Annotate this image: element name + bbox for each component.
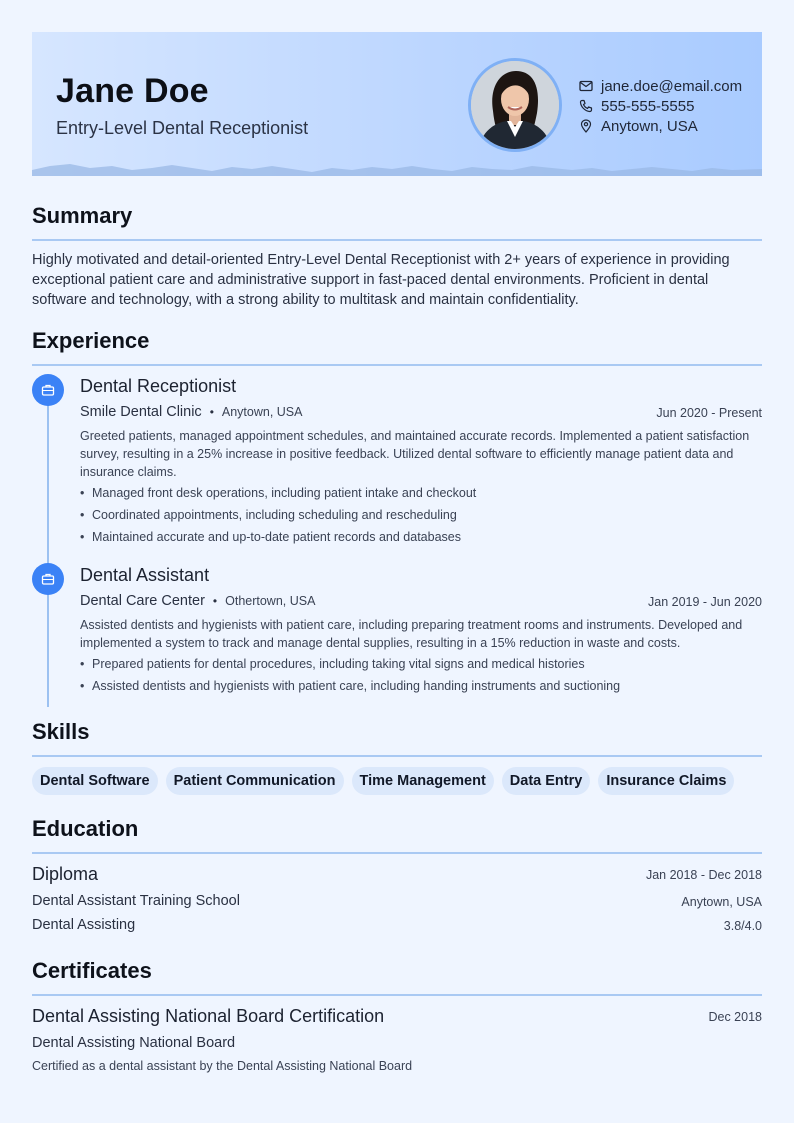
education-school: Dental Assistant Training School xyxy=(32,893,240,909)
education-section xyxy=(32,814,762,938)
job-icon-badge xyxy=(32,563,64,595)
briefcase-icon xyxy=(41,383,55,397)
education-degree: Diploma xyxy=(32,864,99,884)
education-field-row xyxy=(32,914,762,938)
experience-heading: Experience xyxy=(32,328,150,353)
separator-dot: • xyxy=(209,405,214,419)
contact-location-row xyxy=(579,116,742,136)
skill-chip: Time Management xyxy=(352,767,494,795)
profile-photo-illustration xyxy=(471,61,559,149)
job-bullet-list xyxy=(80,482,762,548)
skill-chip: Patient Communication xyxy=(166,767,344,795)
job-dates: Jun 2020 - Present xyxy=(656,406,762,420)
job-bullet: • Managed front desk operations, including patient intake and checkout xyxy=(80,482,762,504)
summary-divider xyxy=(32,239,762,241)
separator-dot: • xyxy=(212,594,218,608)
certificates-heading: Certificates xyxy=(32,958,152,983)
education-dates: Jan 2018 - Dec 2018 xyxy=(645,868,762,882)
education-school-row xyxy=(32,890,762,914)
job-bullet: • Assisted dentists and hygienists with patient care, including handing instruments and suctioning xyxy=(80,675,762,697)
certificate-description-row xyxy=(32,1056,762,1078)
map-pin-icon xyxy=(579,119,593,133)
skills-divider xyxy=(32,755,762,757)
job-title: Dental Assistant xyxy=(80,565,210,585)
job-bullet-list xyxy=(80,653,762,697)
contact-phone: 555-555-5555 xyxy=(601,97,695,115)
certificate-description: Certified as a dental assistant by the Dental Assisting National Board xyxy=(32,1059,413,1073)
education-location: Anytown, USA xyxy=(681,895,762,909)
contact-location: Anytown, USA xyxy=(601,117,698,135)
briefcase-icon xyxy=(41,572,55,586)
timeline-line xyxy=(47,402,49,707)
summary-section xyxy=(32,201,762,310)
job-description: Greeted patients, managed appointment schedules, and maintained accurate records. Implemented a patient satisfaction survey, resulting in a 25% increase in positive feedback. Utilized dental software to efficiently manage patient data and insurance claims. xyxy=(80,429,750,479)
contact-info xyxy=(579,76,742,136)
phone-icon xyxy=(579,99,593,113)
experience-section xyxy=(32,326,762,701)
job-company: Smile Dental Clinic xyxy=(80,404,202,420)
skills-heading: Skills xyxy=(32,719,90,744)
job-title: Dental Receptionist xyxy=(80,376,237,396)
certificates-divider xyxy=(32,994,762,996)
education-gpa: 3.8/4.0 xyxy=(723,919,762,933)
certificate-issuer-row xyxy=(32,1032,762,1056)
mail-icon xyxy=(579,79,593,93)
certificate-name: Dental Assisting National Board Certification xyxy=(32,1006,385,1026)
certificates-section xyxy=(32,956,762,1078)
education-divider xyxy=(32,852,762,854)
job-icon-badge xyxy=(32,374,64,406)
candidate-role: Entry-Level Dental Receptionist xyxy=(56,118,309,138)
contact-email-row[interactable] xyxy=(579,76,742,96)
job-company-line xyxy=(80,404,302,420)
job-location: Othertown, USA xyxy=(225,594,316,608)
skill-chip: Data Entry xyxy=(502,767,591,795)
job-location: Anytown, USA xyxy=(221,405,303,419)
header-wave-decoration xyxy=(32,160,762,176)
education-heading: Education xyxy=(32,816,139,841)
certificate-issuer: Dental Assisting National Board xyxy=(32,1035,236,1051)
candidate-name: Jane Doe xyxy=(56,72,209,110)
summary-text: Highly motivated and detail-oriented Entry-Level Dental Receptionist with 2+ years of experience in providing exceptional patient care and administrative support in fast-paced dental environments. Proficient in dental software and technology, with a strong ability to multitask and maintain confidentiality. xyxy=(32,252,730,308)
contact-phone-row[interactable] xyxy=(579,96,742,116)
experience-divider xyxy=(32,364,762,366)
job-company-line xyxy=(80,593,315,609)
job-bullet: • Maintained accurate and up-to-date patient records and databases xyxy=(80,526,762,548)
education-field: Dental Assisting xyxy=(32,917,136,933)
skills-section xyxy=(32,717,762,795)
experience-timeline xyxy=(32,374,762,704)
job-company: Dental Care Center xyxy=(80,593,205,609)
job-bullet: • Coordinated appointments, including scheduling and rescheduling xyxy=(80,504,762,526)
summary-heading: Summary xyxy=(32,203,133,228)
profile-photo xyxy=(468,58,562,152)
contact-email: jane.doe@email.com xyxy=(601,77,743,95)
education-degree-row xyxy=(32,864,762,890)
skill-chip: Insurance Claims xyxy=(598,767,734,795)
job-description: Assisted dentists and hygienists with patient care, including preparing treatment rooms and instruments. Developed and implemented a system to track and manage dental supplies, resulting in a 15% reduction in waste and costs. xyxy=(80,618,743,650)
job-bullet: • Prepared patients for dental procedures, including taking vital signs and medical histories xyxy=(80,653,762,675)
resume-header xyxy=(32,32,762,176)
job-dates: Jan 2019 - Jun 2020 xyxy=(648,595,762,609)
skills-list xyxy=(32,767,762,795)
certificate-date: Dec 2018 xyxy=(708,1010,762,1024)
skill-chip: Dental Software xyxy=(32,767,158,795)
certificate-name-row xyxy=(32,1006,762,1032)
